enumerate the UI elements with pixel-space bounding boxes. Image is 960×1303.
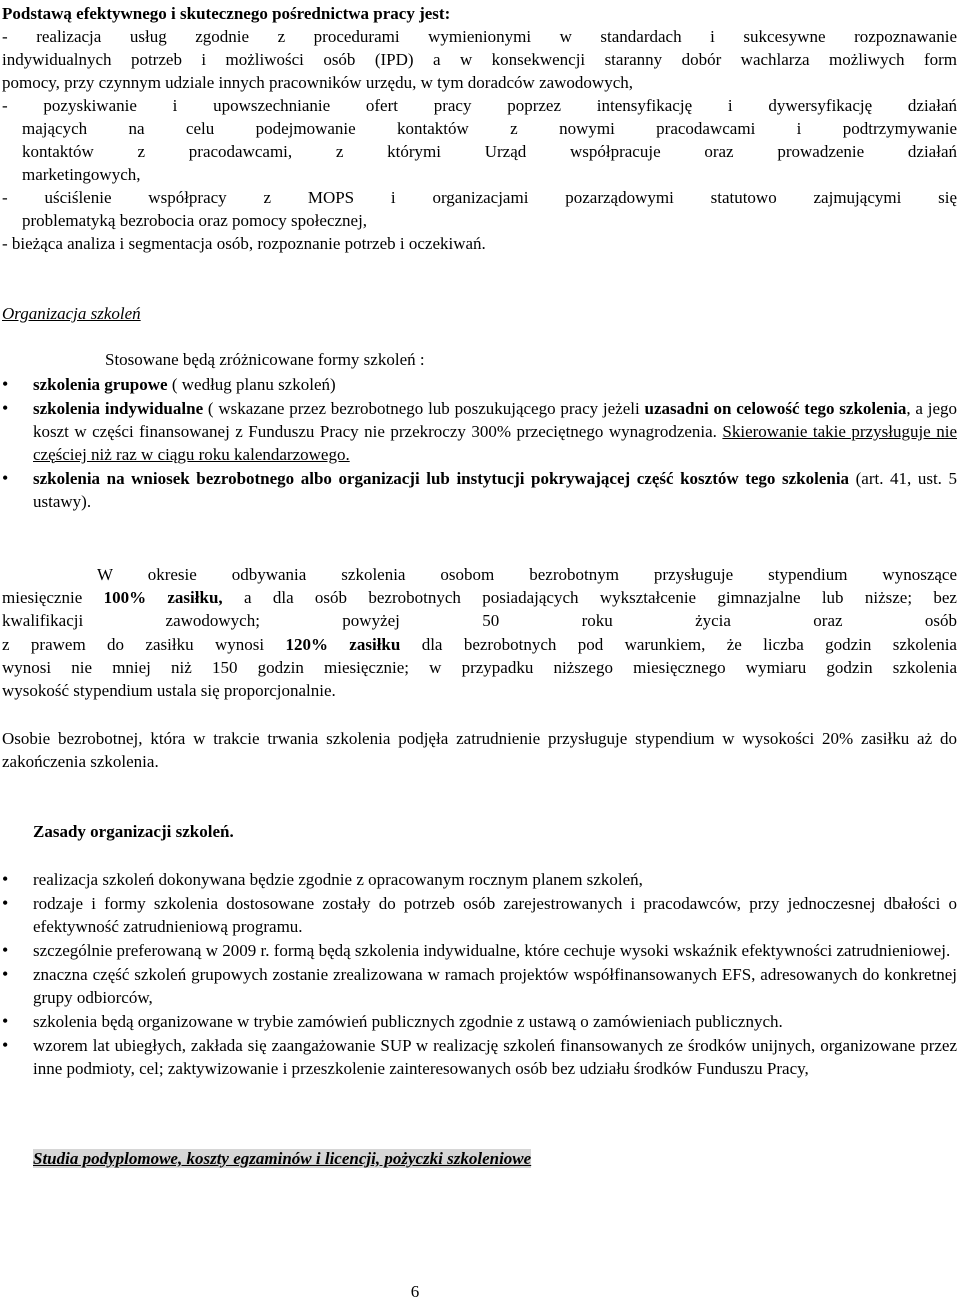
intro-item2-line4: marketingowych,: [22, 165, 141, 184]
intro-item2-line3: kontaktów z pracodawcami, z którymi Urząd współpracuje oraz prowadzenie działań: [22, 142, 957, 161]
page-number: 6: [410, 1282, 420, 1301]
stipend-line5: wynosi nie mniej niż 150 godzin miesięcznie; w przypadku niższego miesięcznego wymiaru godzin szkolenia: [2, 658, 957, 677]
section-studies-title: Studia podyplomowe, koszty egzaminów i licencji, pożyczki szkoleniowe: [33, 1149, 532, 1168]
training-form-group: • szkolenia grupowe ( według planu szkoleń): [2, 373, 957, 396]
intro-item1-line1: - realizacja usług zgodnie z procedurami wymienionymi w standardach i sukcesywne rozpoznawanie: [2, 27, 957, 46]
rules-list-item: • szkolenia będą organizowane w trybie zamówień publicznych zgodnie z ustawą o zamówieniach publicznych.: [2, 1010, 957, 1033]
training-forms-subtitle: Stosowane będą zróżnicowane formy szkoleń :: [105, 350, 425, 369]
employment-paragraph: Osobie bezrobotnej, która w trakcie trwania szkolenia podjęła zatrudnienie przysługuje stypendium w wysokości 20% zasiłku aż do zakończenia szkolenia.: [2, 729, 957, 771]
rules-list-item: • szczególnie preferowaną w 2009 r. formą będą szkolenia indywidualne, które cechuje wysoki wskaźnik efektywności zatrudnieniowej.: [2, 939, 957, 962]
intro-item1-line3: pomocy, przy czynnym udziale innych pracowników urzędu, w tym doradców zawodowych,: [2, 73, 634, 92]
training-forms-list: [2, 373, 957, 513]
stipend-line4: z prawem do zasiłku wynosi 120% zasiłku dla bezrobotnych pod warunkiem, że liczba godzin szkolenia: [2, 635, 957, 654]
rules-list: [2, 868, 957, 1080]
stipend-line3: kwalifikacji zawodowych; powyżej 50 roku życia oraz osób: [2, 611, 957, 630]
intro-item3-line1: - uściślenie współpracy z MOPS i organizacjami pozarządowymi statutowo zajmującymi się: [2, 188, 957, 207]
rules-list-item: • realizacja szkoleń dokonywana będzie zgodnie z opracowanym rocznym planem szkoleń,: [2, 868, 957, 891]
stipend-line1: W okresie odbywania szkolenia osobom bezrobotnym przysługuje stypendium wynoszące: [97, 565, 957, 584]
section-training-title: Organizacja szkoleń: [2, 304, 141, 323]
intro-item2-line2: mających na celu podejmowanie kontaktów z nowymi pracodawcami i podtrzymywanie: [22, 119, 957, 138]
training-form-individual: • szkolenia indywidualne ( wskazane przez bezrobotnego lub poszukującego pracy jeżeli uzasadni on celowość tego szkolenia, a jego koszt w części finansowanej z Funduszu Pracy nie przekroczy 300% przeciętnego wynagrodzenia. Skierowanie takie przysługuje nie częściej niż raz w ciągu roku kalendarzowego.: [2, 397, 957, 466]
intro-heading: Podstawą efektywnego i skutecznego pośrednictwa pracy jest:: [2, 4, 451, 23]
rules-list-item: • rodzaje i formy szkolenia dostosowane zostały do potrzeb osób zarejestrowanych i pracodawców, przy jednoczesnej dbałości o efektywność zatrudnieniową programu.: [2, 892, 957, 938]
section-rules-title: Zasady organizacji szkoleń.: [33, 822, 234, 841]
rules-list-item: • wzorem lat ubiegłych, zakłada się zaangażowanie SUP w realizację szkoleń finansowanych ze środków unijnych, organizowane przez inne podmioty, cel; zaktywizowanie i przeszkolenie zainteresowanych osób bez udziału środków Funduszu Pracy,: [2, 1034, 957, 1080]
training-form-request: • szkolenia na wniosek bezrobotnego albo organizacji lub instytucji pokrywającej część kosztów tego szkolenia (art. 41, ust. 5 ustawy).: [2, 467, 957, 513]
intro-item2-line1: - pozyskiwanie i upowszechnianie ofert pracy poprzez intensyfikację i dywersyfikację działań: [2, 96, 957, 115]
rules-list-item: • znaczna część szkoleń grupowych zostanie zrealizowana w ramach projektów współfinansowanych EFS, adresowanych do konkretnej grupy odbiorców,: [2, 963, 957, 1009]
stipend-line6: wysokość stypendium ustala się proporcjonalnie.: [2, 681, 336, 700]
stipend-line2: miesięcznie 100% zasiłku, a dla osób bezrobotnych posiadających wykształcenie gimnazjalne lub niższe; bez: [2, 588, 957, 607]
intro-item3-line2: problematyką bezrobocia oraz pomocy społecznej,: [22, 211, 368, 230]
intro-item1-line2: indywidualnych potrzeb i możliwości osób (IPD) a w konsekwencji staranny dobór wachlarza możliwych form: [2, 50, 957, 69]
intro-item4: - bieżąca analiza i segmentacja osób, rozpoznanie potrzeb i oczekiwań.: [2, 234, 486, 253]
